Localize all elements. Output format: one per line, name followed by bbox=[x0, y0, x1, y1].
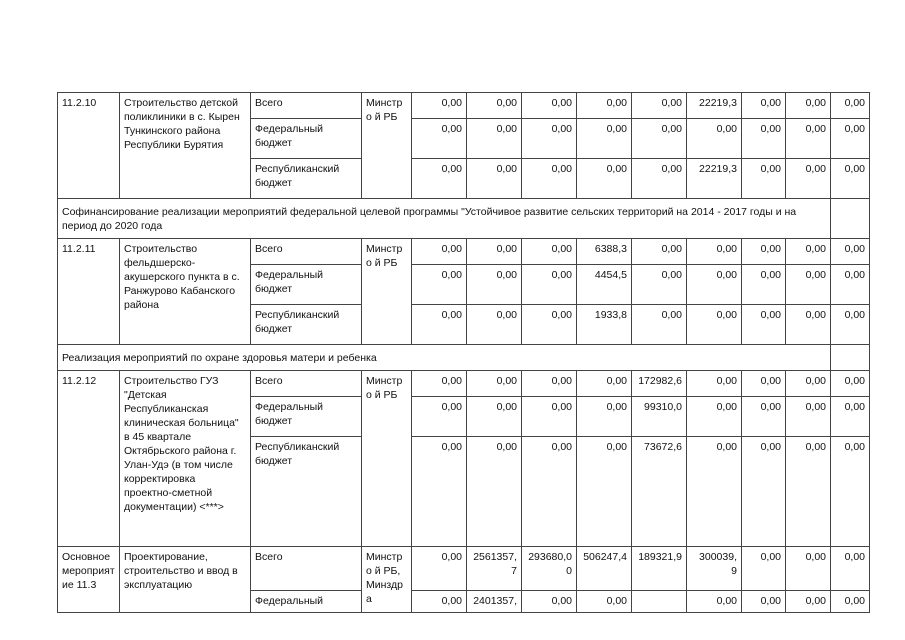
amount-cell: 300039, 9 bbox=[687, 547, 742, 591]
amount-cell: 0,00 bbox=[632, 119, 687, 159]
amount-cell: 0,00 bbox=[577, 93, 632, 119]
amount-cell: 0,00 bbox=[577, 591, 632, 613]
amount-cell: 6388,3 bbox=[577, 239, 632, 265]
amount-cell: 0,00 bbox=[742, 305, 786, 345]
item-name: Строительство детской поликлиники в с. Кырен Тункинского района Республики Бурятия bbox=[120, 93, 251, 199]
amount-cell: 0,00 bbox=[412, 159, 467, 199]
amount-cell: 0,00 bbox=[687, 239, 742, 265]
amount-cell: 189321,9 bbox=[632, 547, 687, 591]
amount-cell: 0,00 bbox=[467, 159, 522, 199]
amount-cell: 0,00 bbox=[831, 239, 870, 265]
funding-source: Федеральный bbox=[251, 591, 362, 613]
amount-cell: 0,00 bbox=[786, 437, 831, 547]
amount-cell: 0,00 bbox=[687, 591, 742, 613]
amount-cell: 4454,5 bbox=[577, 265, 632, 305]
amount-cell: 0,00 bbox=[742, 265, 786, 305]
executor: Минстро й РБ, Минздра bbox=[362, 547, 412, 613]
amount-cell: 0,00 bbox=[522, 239, 577, 265]
funding-source: Федеральный бюджет bbox=[251, 265, 362, 305]
amount-cell: 0,00 bbox=[831, 591, 870, 613]
amount-cell: 0,00 bbox=[632, 93, 687, 119]
item-code: 11.2.10 bbox=[58, 93, 120, 199]
amount-cell: 2401357, bbox=[467, 591, 522, 613]
amount-cell: 0,00 bbox=[786, 159, 831, 199]
amount-cell: 0,00 bbox=[831, 159, 870, 199]
amount-cell: 0,00 bbox=[467, 239, 522, 265]
item-code: Основное мероприят ие 11.3 bbox=[58, 547, 120, 613]
amount-cell: 0,00 bbox=[467, 305, 522, 345]
amount-cell: 0,00 bbox=[687, 397, 742, 437]
amount-cell: 172982,6 bbox=[632, 371, 687, 397]
section-empty-cell bbox=[831, 199, 870, 239]
amount-cell: 0,00 bbox=[831, 305, 870, 345]
funding-source: Федеральный бюджет bbox=[251, 397, 362, 437]
executor: Минстро й РБ bbox=[362, 93, 412, 199]
amount-cell: 0,00 bbox=[467, 371, 522, 397]
amount-cell: 0,00 bbox=[577, 159, 632, 199]
amount-cell: 0,00 bbox=[786, 93, 831, 119]
amount-cell: 0,00 bbox=[412, 119, 467, 159]
funding-source: Республиканский бюджет bbox=[251, 305, 362, 345]
amount-cell: 0,00 bbox=[742, 437, 786, 547]
funding-source: Всего bbox=[251, 547, 362, 591]
amount-cell: 0,00 bbox=[412, 397, 467, 437]
amount-cell: 0,00 bbox=[687, 437, 742, 547]
section-title: Софинансирование реализации мероприятий федеральной целевой программы "Устойчивое развитие сельских территорий на 2014 - 2017 годы и на период до 2020 года bbox=[58, 199, 831, 239]
amount-cell: 0,00 bbox=[412, 547, 467, 591]
amount-cell: 1933,8 bbox=[577, 305, 632, 345]
amount-cell: 0,00 bbox=[742, 93, 786, 119]
amount-cell: 0,00 bbox=[412, 437, 467, 547]
item-name: Строительство ГУЗ "Детская Республиканская клиническая больница" в 45 квартале Октябрьского района г. Улан-Удэ (в том числе корректировка проектно-сметной документации) <***> bbox=[120, 371, 251, 547]
amount-cell: 0,00 bbox=[786, 119, 831, 159]
amount-cell: 0,00 bbox=[412, 239, 467, 265]
amount-cell: 0,00 bbox=[742, 239, 786, 265]
amount-cell: 0,00 bbox=[632, 239, 687, 265]
section-title: Реализация мероприятий по охране здоровья матери и ребенка bbox=[58, 345, 831, 371]
funding-source: Федеральный бюджет bbox=[251, 119, 362, 159]
amount-cell: 0,00 bbox=[412, 591, 467, 613]
item-name: Проектирование, строительство и ввод в эксплуатацию bbox=[120, 547, 251, 613]
executor: Минстро й РБ bbox=[362, 239, 412, 345]
funding-source: Республиканский бюджет bbox=[251, 159, 362, 199]
table-body bbox=[58, 93, 870, 613]
amount-cell: 0,00 bbox=[522, 591, 577, 613]
section-empty-cell bbox=[831, 345, 870, 371]
amount-cell: 0,00 bbox=[786, 547, 831, 591]
amount-cell: 0,00 bbox=[522, 371, 577, 397]
section-row bbox=[58, 345, 870, 371]
amount-cell: 0,00 bbox=[786, 591, 831, 613]
item-name: Строительство фельдшерско-акушерского пункта в с. Ранжурово Кабанского района bbox=[120, 239, 251, 345]
amount-cell: 0,00 bbox=[687, 119, 742, 159]
item-code: 11.2.12 bbox=[58, 371, 120, 547]
amount-cell: 0,00 bbox=[632, 265, 687, 305]
table-row bbox=[58, 371, 870, 397]
amount-cell: 99310,0 bbox=[632, 397, 687, 437]
amount-cell: 0,00 bbox=[522, 93, 577, 119]
executor: Минстро й РБ bbox=[362, 371, 412, 547]
amount-cell: 0,00 bbox=[467, 437, 522, 547]
amount-cell: 73672,6 bbox=[632, 437, 687, 547]
amount-cell bbox=[632, 591, 687, 613]
amount-cell: 0,00 bbox=[687, 305, 742, 345]
amount-cell: 0,00 bbox=[632, 159, 687, 199]
amount-cell: 0,00 bbox=[831, 265, 870, 305]
amount-cell: 0,00 bbox=[577, 119, 632, 159]
amount-cell: 0,00 bbox=[831, 119, 870, 159]
amount-cell: 0,00 bbox=[412, 371, 467, 397]
amount-cell: 0,00 bbox=[522, 437, 577, 547]
amount-cell: 0,00 bbox=[522, 159, 577, 199]
amount-cell: 0,00 bbox=[412, 305, 467, 345]
table-row bbox=[58, 547, 870, 591]
amount-cell: 0,00 bbox=[577, 371, 632, 397]
amount-cell: 0,00 bbox=[522, 305, 577, 345]
funding-source: Республиканский бюджет bbox=[251, 437, 362, 547]
amount-cell: 0,00 bbox=[577, 397, 632, 437]
budget-table bbox=[57, 92, 870, 613]
amount-cell: 2561357, 7 bbox=[467, 547, 522, 591]
amount-cell: 0,00 bbox=[467, 93, 522, 119]
amount-cell: 0,00 bbox=[412, 93, 467, 119]
amount-cell: 0,00 bbox=[831, 547, 870, 591]
amount-cell: 0,00 bbox=[742, 547, 786, 591]
amount-cell: 0,00 bbox=[522, 397, 577, 437]
amount-cell: 0,00 bbox=[786, 371, 831, 397]
amount-cell: 0,00 bbox=[742, 119, 786, 159]
amount-cell: 0,00 bbox=[786, 397, 831, 437]
amount-cell: 0,00 bbox=[687, 265, 742, 305]
amount-cell: 0,00 bbox=[577, 437, 632, 547]
amount-cell: 0,00 bbox=[467, 119, 522, 159]
amount-cell: 0,00 bbox=[742, 591, 786, 613]
amount-cell: 0,00 bbox=[687, 371, 742, 397]
amount-cell: 0,00 bbox=[831, 93, 870, 119]
amount-cell: 22219,3 bbox=[687, 159, 742, 199]
amount-cell: 0,00 bbox=[632, 305, 687, 345]
amount-cell: 0,00 bbox=[831, 397, 870, 437]
amount-cell: 0,00 bbox=[786, 239, 831, 265]
amount-cell: 0,00 bbox=[742, 371, 786, 397]
item-code: 11.2.11 bbox=[58, 239, 120, 345]
amount-cell: 293680,0 0 bbox=[522, 547, 577, 591]
table-row bbox=[58, 239, 870, 265]
amount-cell: 0,00 bbox=[742, 159, 786, 199]
table-row bbox=[58, 93, 870, 119]
amount-cell: 0,00 bbox=[522, 119, 577, 159]
amount-cell: 0,00 bbox=[522, 265, 577, 305]
amount-cell: 0,00 bbox=[831, 371, 870, 397]
section-row bbox=[58, 199, 870, 239]
funding-source: Всего bbox=[251, 93, 362, 119]
amount-cell: 0,00 bbox=[412, 265, 467, 305]
funding-source: Всего bbox=[251, 239, 362, 265]
amount-cell: 0,00 bbox=[742, 397, 786, 437]
amount-cell: 0,00 bbox=[786, 265, 831, 305]
amount-cell: 0,00 bbox=[786, 305, 831, 345]
amount-cell: 506247,4 bbox=[577, 547, 632, 591]
amount-cell: 0,00 bbox=[467, 397, 522, 437]
amount-cell: 22219,3 bbox=[687, 93, 742, 119]
amount-cell: 0,00 bbox=[467, 265, 522, 305]
amount-cell: 0,00 bbox=[831, 437, 870, 547]
funding-source: Всего bbox=[251, 371, 362, 397]
